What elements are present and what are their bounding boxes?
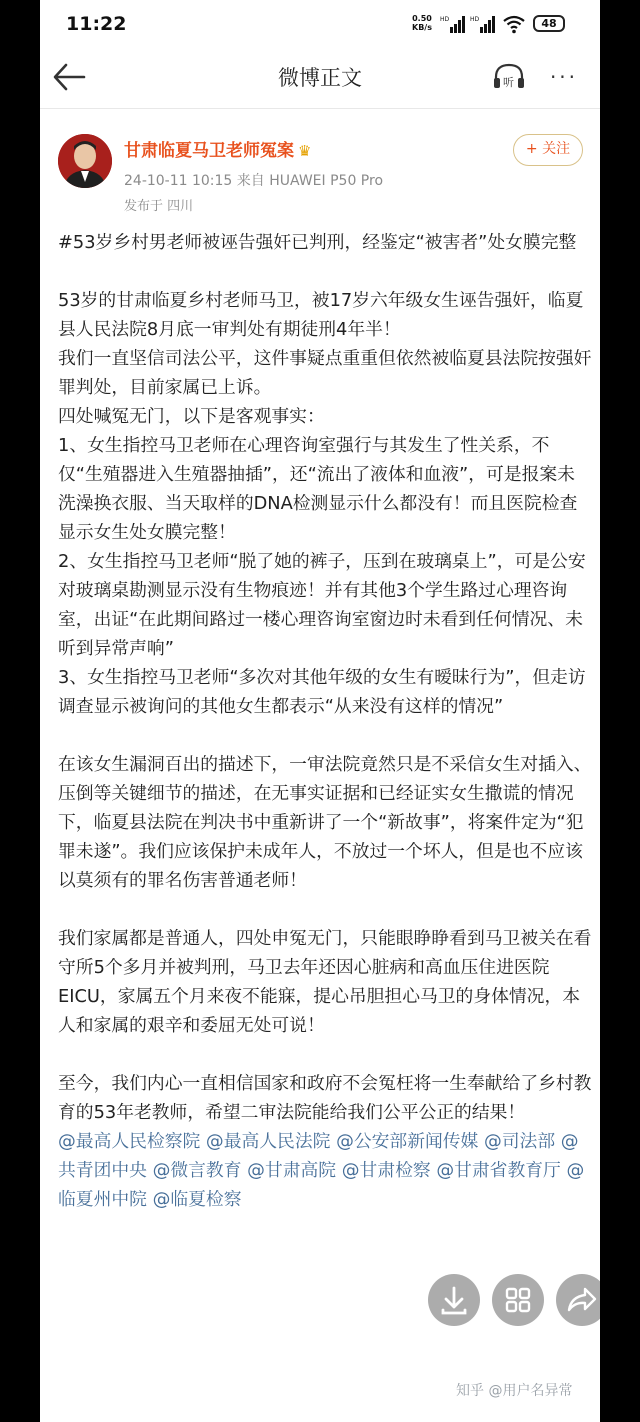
svg-text:HD: HD [470, 16, 480, 23]
post-paragraph: 至今，我们内心一直相信国家和政府不会冤枉将一生奉献给了乡村教育的53年老教师，希望二审法院能给我们公平公正的结果！ [58, 1073, 592, 1123]
crown-badge-icon: ♛ [298, 142, 312, 160]
cell-signal-icon-2 [470, 14, 496, 34]
page-title: 微博正文 [278, 66, 362, 90]
mention-link[interactable]: @公安部新闻传媒 [336, 1131, 479, 1152]
avatar-portrait-icon [58, 134, 112, 188]
share-arrow-icon [556, 1274, 600, 1326]
mention-link[interactable]: @司法部 [483, 1131, 556, 1152]
follow-button[interactable]: + 关注 [513, 134, 583, 166]
paragraph-spacer [58, 895, 592, 924]
paragraph-spacer [58, 1040, 592, 1069]
svg-text:听: 听 [503, 76, 514, 89]
post-content [58, 228, 592, 1214]
battery-indicator: 48 [533, 15, 565, 32]
post-location: 发布于 四川 [124, 199, 194, 214]
status-bar [40, 0, 600, 52]
nav-divider [40, 108, 600, 109]
status-time: 11:22 [66, 13, 127, 35]
post-paragraph: 我们一直坚信司法公平，这件事疑点重重但依然被临夏县法院按强奸罪判处，目前家属已上诉。 [58, 348, 592, 398]
post-meta: 24-10-11 10:15 来自 HUAWEI P50 Pro [124, 173, 384, 189]
mention-link[interactable]: @临夏检察 [152, 1189, 242, 1210]
download-button[interactable] [428, 1274, 480, 1326]
wifi-icon [502, 14, 526, 34]
share-button[interactable] [556, 1274, 600, 1326]
mention-link[interactable]: @甘肃高院 [247, 1160, 337, 1181]
post-paragraph: 53岁的甘肃临夏乡村老师马卫，被17岁六年级女生诬告强奸，临夏县人民法院8月底一审判处有期徒刑4年半！ [58, 290, 584, 340]
post-paragraph: 1、女生指控马卫老师在心理咨询室强行与其发生了性关系，不仅“生殖器进入生殖器抽插”，还“流出了液体和血液”，可是报案未洗澡换衣服、当天取样的DNA检测显示什么都没有！而且医院检查显示女生处女膜完整！ [58, 435, 578, 543]
mention-link[interactable]: @甘肃检察 [341, 1160, 431, 1181]
paragraph-spacer [58, 721, 592, 750]
mentions [58, 1131, 584, 1210]
post-paragraph: #53岁乡村男老师被诬告强奸已判刑，经鉴定“被害者”处女膜完整 [58, 232, 577, 253]
nav-bar [40, 52, 600, 102]
grid-button[interactable] [492, 1274, 544, 1326]
mention-link[interactable]: @最高人民检察院 [58, 1131, 201, 1152]
post-paragraph: 2、女生指控马卫老师“脱了她的裤子，压到在玻璃桌上”，可是公安对玻璃桌勘测显示没有生物痕迹！并有其他3个学生路过心理咨询室，出证“在此期间路过一楼心理咨询室窗边时未看到任何情况、未听到异常声响” [58, 551, 586, 659]
grid-icon [492, 1274, 544, 1326]
mention-link[interactable]: @最高人民法院 [205, 1131, 331, 1152]
post-paragraph: 我们家属都是普通人，四处申冤无门，只能眼睁睁看到马卫被关在看守所5个多月并被判刑，马卫去年还因心脏病和高血压住进医院EICU，家属五个月来夜不能寐，提心吊胆担心马卫的身体情况，本人和家属的艰辛和委屈无处可说！ [58, 928, 592, 1036]
cell-signal-icon [440, 14, 466, 34]
svg-text:HD: HD [440, 16, 450, 23]
post-paragraph: 3、女生指控马卫老师“多次对其他年级的女生有暧昧行为”，但走访调查显示被询问的其他女生都表示“从来没有这样的情况” [58, 667, 586, 717]
phone-screen [40, 0, 600, 1422]
more-options-icon[interactable]: ··· [549, 65, 579, 89]
post-paragraph: 在该女生漏洞百出的描述下，一审法院竟然只是不采信女生对插入、压倒等关键细节的描述，在无事实证据和已经证实女生撒谎的情况下，临夏县法院在判决书中重新讲了一个“新故事”，将案件定为“犯罪未遂”。我们应该保护未成年人，不放过一个坏人，但是也不应该以莫须有的罪名伤害普通老师！ [58, 754, 592, 891]
network-speed: 0.50 KB/s [412, 14, 432, 32]
author-name[interactable]: 甘肃临夏马卫老师冤案 ♛ [124, 141, 312, 161]
mention-link[interactable]: @微言教育 [152, 1160, 242, 1181]
download-icon [428, 1274, 480, 1326]
avatar[interactable] [58, 134, 112, 188]
post-paragraph: 四处喊冤无门，以下是客观事实： [58, 406, 325, 427]
mention-link[interactable]: @甘肃省教育厅 [436, 1160, 561, 1181]
listen-icon[interactable] [492, 62, 526, 92]
mention-link[interactable]: @临夏州中院 [58, 1160, 585, 1210]
paragraph-spacer [58, 257, 592, 286]
mention-link[interactable]: @共青团中央 [58, 1131, 579, 1181]
watermark: 知乎 @用户名异常 [456, 1383, 573, 1399]
